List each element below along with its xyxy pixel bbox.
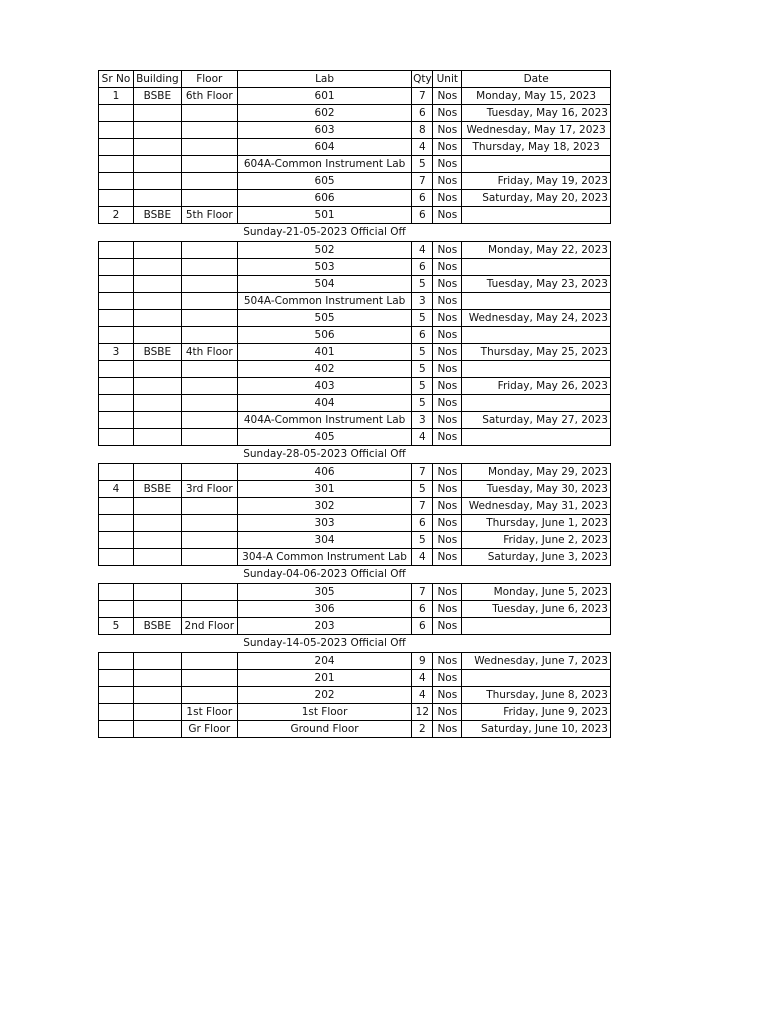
cell-building [134, 122, 182, 138]
cell-sr-no [99, 259, 134, 275]
cell-sr-no: 3 [99, 344, 134, 360]
cell-unit: Nos [433, 670, 462, 686]
cell-lab: 505 [238, 310, 413, 326]
table-row [98, 514, 611, 531]
cell-qty: 6 [412, 207, 433, 223]
cell-floor [182, 429, 238, 445]
cell-lab: 402 [238, 361, 413, 377]
cell-floor: 1st Floor [182, 704, 238, 720]
cell-qty: 6 [412, 327, 433, 343]
cell-date [462, 327, 611, 343]
cell-floor [182, 670, 238, 686]
cell-building [134, 361, 182, 377]
cell-qty: 7 [412, 498, 433, 514]
table-row [98, 480, 611, 497]
table-row [98, 241, 611, 258]
cell-floor [182, 532, 238, 548]
cell-unit: Nos [433, 276, 462, 292]
cell-qty: 5 [412, 378, 433, 394]
cell-unit: Nos [433, 361, 462, 377]
cell-building [134, 704, 182, 720]
cell-building: BSBE [134, 207, 182, 223]
cell-lab: 403 [238, 378, 413, 394]
table-row [98, 104, 611, 121]
cell-unit: Nos [433, 429, 462, 445]
cell-floor: Gr Floor [182, 721, 238, 737]
cell-unit: Nos [433, 122, 462, 138]
cell-qty: 6 [412, 515, 433, 531]
cell-date: Wednesday, May 24, 2023 [462, 310, 611, 326]
cell-sr-no [99, 327, 134, 343]
cell-sr-no [99, 601, 134, 617]
cell-floor [182, 687, 238, 703]
cell-floor: 2nd Floor [182, 618, 238, 634]
cell-qty: 7 [412, 464, 433, 480]
cell-date [462, 259, 611, 275]
cell-date [462, 618, 611, 634]
cell-unit: Nos [433, 88, 462, 104]
cell-floor [182, 601, 238, 617]
cell-floor [182, 139, 238, 155]
cell-unit: Nos [433, 653, 462, 669]
cell-building [134, 310, 182, 326]
table-row [98, 189, 611, 206]
cell-qty: 8 [412, 122, 433, 138]
cell-lab: 502 [238, 242, 413, 258]
cell-unit: Nos [433, 207, 462, 223]
cell-sr-no [99, 395, 134, 411]
cell-date [462, 670, 611, 686]
cell-building [134, 327, 182, 343]
cell-lab: 405 [238, 429, 413, 445]
cell-sr-no [99, 412, 134, 428]
table-row [98, 497, 611, 514]
cell-lab: 1st Floor [238, 704, 413, 720]
cell-building [134, 721, 182, 737]
cell-building [134, 532, 182, 548]
cell-floor [182, 173, 238, 189]
cell-date: Saturday, May 20, 2023 [462, 190, 611, 206]
cell-qty: 5 [412, 395, 433, 411]
cell-lab: 605 [238, 173, 413, 189]
cell-unit: Nos [433, 190, 462, 206]
table-row [98, 669, 611, 686]
table-row [98, 292, 611, 309]
cell-unit: Nos [433, 156, 462, 172]
cell-building [134, 464, 182, 480]
cell-lab: 503 [238, 259, 413, 275]
cell-qty: 5 [412, 361, 433, 377]
cell-lab: 203 [238, 618, 413, 634]
cell-unit: Nos [433, 549, 462, 565]
cell-qty: 4 [412, 670, 433, 686]
official-off-row [98, 566, 611, 583]
table-block [98, 463, 611, 566]
cell-sr-no: 4 [99, 481, 134, 497]
official-off-label: Sunday-14-05-2023 Official Off [243, 637, 406, 649]
cell-sr-no [99, 242, 134, 258]
table-row [98, 138, 611, 155]
header-building: Building [134, 71, 182, 87]
cell-qty: 5 [412, 310, 433, 326]
cell-qty: 5 [412, 276, 433, 292]
cell-date: Monday, May 15, 2023 [462, 88, 611, 104]
header-qty: Qty [413, 73, 432, 85]
cell-date: Thursday, May 25, 2023 [462, 344, 611, 360]
cell-date: Monday, May 22, 2023 [462, 242, 611, 258]
cell-unit: Nos [433, 618, 462, 634]
cell-qty: 5 [412, 532, 433, 548]
cell-date: Wednesday, June 7, 2023 [462, 653, 611, 669]
cell-sr-no [99, 105, 134, 121]
cell-qty: 7 [412, 88, 433, 104]
table-row [98, 583, 611, 600]
cell-unit: Nos [433, 378, 462, 394]
cell-unit: Nos [433, 139, 462, 155]
cell-floor: 6th Floor [182, 88, 238, 104]
cell-unit: Nos [433, 259, 462, 275]
cell-lab: 604A-Common Instrument Lab [238, 156, 413, 172]
official-off-row [98, 635, 611, 652]
cell-floor [182, 584, 238, 600]
table-row [98, 172, 611, 189]
official-off-row [98, 224, 611, 241]
table-row [98, 720, 611, 737]
header-lab: Lab [238, 71, 413, 87]
cell-building [134, 412, 182, 428]
cell-date [462, 429, 611, 445]
cell-qty: 9 [412, 653, 433, 669]
cell-building [134, 139, 182, 155]
cell-qty: 12 [412, 704, 433, 720]
cell-date [462, 361, 611, 377]
cell-date [462, 207, 611, 223]
cell-lab: 504 [238, 276, 413, 292]
cell-lab: 305 [238, 584, 413, 600]
cell-floor [182, 105, 238, 121]
cell-qty: 6 [412, 618, 433, 634]
cell-sr-no: 5 [99, 618, 134, 634]
cell-qty: 7 [412, 173, 433, 189]
official-off-row [98, 446, 611, 463]
cell-sr-no [99, 361, 134, 377]
table-row [98, 394, 611, 411]
cell-sr-no: 1 [99, 88, 134, 104]
cell-unit: Nos [433, 498, 462, 514]
header-unit: Unit [433, 71, 462, 87]
cell-unit: Nos [433, 584, 462, 600]
cell-building [134, 670, 182, 686]
cell-date [462, 293, 611, 309]
cell-building [134, 515, 182, 531]
cell-lab: 606 [238, 190, 413, 206]
table-row [98, 463, 611, 480]
cell-unit: Nos [433, 327, 462, 343]
cell-lab: 601 [238, 88, 413, 104]
cell-unit: Nos [433, 601, 462, 617]
cell-unit: Nos [433, 515, 462, 531]
cell-lab: 604 [238, 139, 413, 155]
cell-date: Friday, June 9, 2023 [462, 704, 611, 720]
cell-lab: 603 [238, 122, 413, 138]
cell-date: Saturday, June 3, 2023 [462, 549, 611, 565]
cell-qty: 5 [412, 481, 433, 497]
cell-building [134, 601, 182, 617]
cell-sr-no [99, 310, 134, 326]
cell-sr-no [99, 532, 134, 548]
cell-sr-no [99, 293, 134, 309]
cell-floor [182, 395, 238, 411]
cell-unit: Nos [433, 412, 462, 428]
cell-qty: 2 [412, 721, 433, 737]
cell-lab: 201 [238, 670, 413, 686]
cell-floor [182, 190, 238, 206]
cell-qty: 6 [412, 259, 433, 275]
cell-building [134, 687, 182, 703]
cell-unit: Nos [433, 687, 462, 703]
cell-unit: Nos [433, 704, 462, 720]
cell-lab: 504A-Common Instrument Lab [238, 293, 413, 309]
cell-floor [182, 653, 238, 669]
cell-floor [182, 498, 238, 514]
table-row [98, 309, 611, 326]
cell-date: Wednesday, May 31, 2023 [462, 498, 611, 514]
cell-date [462, 156, 611, 172]
cell-floor [182, 327, 238, 343]
cell-floor [182, 293, 238, 309]
cell-building [134, 190, 182, 206]
cell-qty: 4 [412, 139, 433, 155]
cell-building [134, 276, 182, 292]
table-row [98, 258, 611, 275]
cell-building [134, 242, 182, 258]
table-block [98, 87, 611, 224]
cell-sr-no [99, 653, 134, 669]
cell-lab: 302 [238, 498, 413, 514]
cell-qty: 7 [412, 584, 433, 600]
cell-building: BSBE [134, 481, 182, 497]
cell-floor [182, 242, 238, 258]
cell-date: Friday, May 19, 2023 [462, 173, 611, 189]
cell-building [134, 156, 182, 172]
cell-date: Saturday, May 27, 2023 [462, 412, 611, 428]
cell-lab: 301 [238, 481, 413, 497]
official-off-label: Sunday-04-06-2023 Official Off [243, 568, 406, 580]
cell-sr-no [99, 190, 134, 206]
cell-unit: Nos [433, 464, 462, 480]
cell-building: BSBE [134, 618, 182, 634]
cell-building: BSBE [134, 344, 182, 360]
cell-sr-no [99, 276, 134, 292]
cell-qty: 4 [412, 429, 433, 445]
header-row [98, 70, 611, 87]
cell-floor [182, 156, 238, 172]
table-row [98, 686, 611, 703]
schedule-table [98, 70, 611, 738]
cell-building [134, 378, 182, 394]
cell-building [134, 105, 182, 121]
cell-lab: 304-A Common Instrument Lab [238, 549, 413, 565]
cell-building [134, 653, 182, 669]
cell-date: Monday, May 29, 2023 [462, 464, 611, 480]
table-row [98, 155, 611, 172]
cell-floor [182, 464, 238, 480]
cell-floor [182, 276, 238, 292]
cell-qty: 4 [412, 687, 433, 703]
cell-building [134, 498, 182, 514]
cell-unit: Nos [433, 344, 462, 360]
cell-qty: 4 [412, 242, 433, 258]
cell-date: Wednesday, May 17, 2023 [462, 122, 611, 138]
cell-unit: Nos [433, 310, 462, 326]
table-row [98, 377, 611, 394]
cell-lab: 303 [238, 515, 413, 531]
cell-date: Thursday, June 8, 2023 [462, 687, 611, 703]
cell-lab: 404 [238, 395, 413, 411]
table-block [98, 652, 611, 738]
cell-floor [182, 259, 238, 275]
cell-sr-no [99, 704, 134, 720]
cell-qty: 5 [412, 156, 433, 172]
table-row [98, 548, 611, 565]
cell-building [134, 293, 182, 309]
table-row [98, 600, 611, 617]
cell-lab: 304 [238, 532, 413, 548]
cell-qty: 6 [412, 105, 433, 121]
cell-floor [182, 122, 238, 138]
table-block [98, 241, 611, 446]
cell-date: Saturday, June 10, 2023 [462, 721, 611, 737]
cell-qty: 6 [412, 601, 433, 617]
header-floor: Floor [182, 71, 238, 87]
table-row [98, 428, 611, 445]
cell-unit: Nos [433, 532, 462, 548]
cell-date: Friday, June 2, 2023 [462, 532, 611, 548]
cell-building [134, 395, 182, 411]
cell-unit: Nos [433, 242, 462, 258]
cell-building [134, 584, 182, 600]
cell-qty: 6 [412, 190, 433, 206]
table-block [98, 583, 611, 635]
table-row [98, 360, 611, 377]
cell-lab: 401 [238, 344, 413, 360]
cell-date: Tuesday, June 6, 2023 [462, 601, 611, 617]
cell-sr-no [99, 122, 134, 138]
cell-qty: 3 [412, 412, 433, 428]
cell-sr-no [99, 498, 134, 514]
cell-unit: Nos [433, 395, 462, 411]
cell-qty: 3 [412, 293, 433, 309]
cell-building: BSBE [134, 88, 182, 104]
cell-unit: Nos [433, 481, 462, 497]
cell-sr-no: 2 [99, 207, 134, 223]
cell-building [134, 173, 182, 189]
cell-date: Tuesday, May 16, 2023 [462, 105, 611, 121]
cell-lab: 602 [238, 105, 413, 121]
cell-building [134, 259, 182, 275]
cell-lab: 204 [238, 653, 413, 669]
cell-floor [182, 515, 238, 531]
cell-unit: Nos [433, 293, 462, 309]
official-off-label: Sunday-21-05-2023 Official Off [243, 226, 406, 238]
cell-date: Friday, May 26, 2023 [462, 378, 611, 394]
cell-sr-no [99, 429, 134, 445]
cell-floor: 4th Floor [182, 344, 238, 360]
table-row [98, 121, 611, 138]
cell-building [134, 549, 182, 565]
table-row [98, 326, 611, 343]
cell-unit: Nos [433, 721, 462, 737]
cell-sr-no [99, 464, 134, 480]
cell-lab: 506 [238, 327, 413, 343]
table-row [98, 652, 611, 669]
official-off-label: Sunday-28-05-2023 Official Off [243, 448, 406, 460]
cell-sr-no [99, 378, 134, 394]
header-sr-no: Sr No [99, 71, 134, 87]
cell-floor: 5th Floor [182, 207, 238, 223]
cell-date [462, 395, 611, 411]
table-row [98, 206, 611, 223]
table-row [98, 343, 611, 360]
cell-lab: 404A-Common Instrument Lab [238, 412, 413, 428]
table-row [98, 531, 611, 548]
cell-sr-no [99, 584, 134, 600]
cell-unit: Nos [433, 105, 462, 121]
cell-qty: 4 [412, 549, 433, 565]
cell-date: Tuesday, May 30, 2023 [462, 481, 611, 497]
cell-sr-no [99, 139, 134, 155]
cell-sr-no [99, 549, 134, 565]
table-row [98, 411, 611, 428]
table-row [98, 617, 611, 634]
cell-date: Monday, June 5, 2023 [462, 584, 611, 600]
table-body [98, 87, 611, 738]
cell-sr-no [99, 670, 134, 686]
cell-lab: Ground Floor [238, 721, 413, 737]
cell-lab: 306 [238, 601, 413, 617]
cell-lab: 501 [238, 207, 413, 223]
cell-sr-no [99, 173, 134, 189]
cell-floor [182, 361, 238, 377]
cell-date: Thursday, June 1, 2023 [462, 515, 611, 531]
cell-floor [182, 310, 238, 326]
cell-building [134, 429, 182, 445]
cell-lab: 406 [238, 464, 413, 480]
cell-sr-no [99, 721, 134, 737]
header-date: Date [462, 71, 611, 87]
table-row [98, 275, 611, 292]
cell-qty: 5 [412, 344, 433, 360]
cell-sr-no [99, 515, 134, 531]
cell-floor [182, 378, 238, 394]
cell-date: Tuesday, May 23, 2023 [462, 276, 611, 292]
table-row [98, 703, 611, 720]
cell-unit: Nos [433, 173, 462, 189]
cell-floor [182, 549, 238, 565]
cell-sr-no [99, 156, 134, 172]
cell-sr-no [99, 687, 134, 703]
cell-date: Thursday, May 18, 2023 [462, 139, 611, 155]
cell-lab: 202 [238, 687, 413, 703]
table-row [98, 87, 611, 104]
cell-floor [182, 412, 238, 428]
cell-floor: 3rd Floor [182, 481, 238, 497]
